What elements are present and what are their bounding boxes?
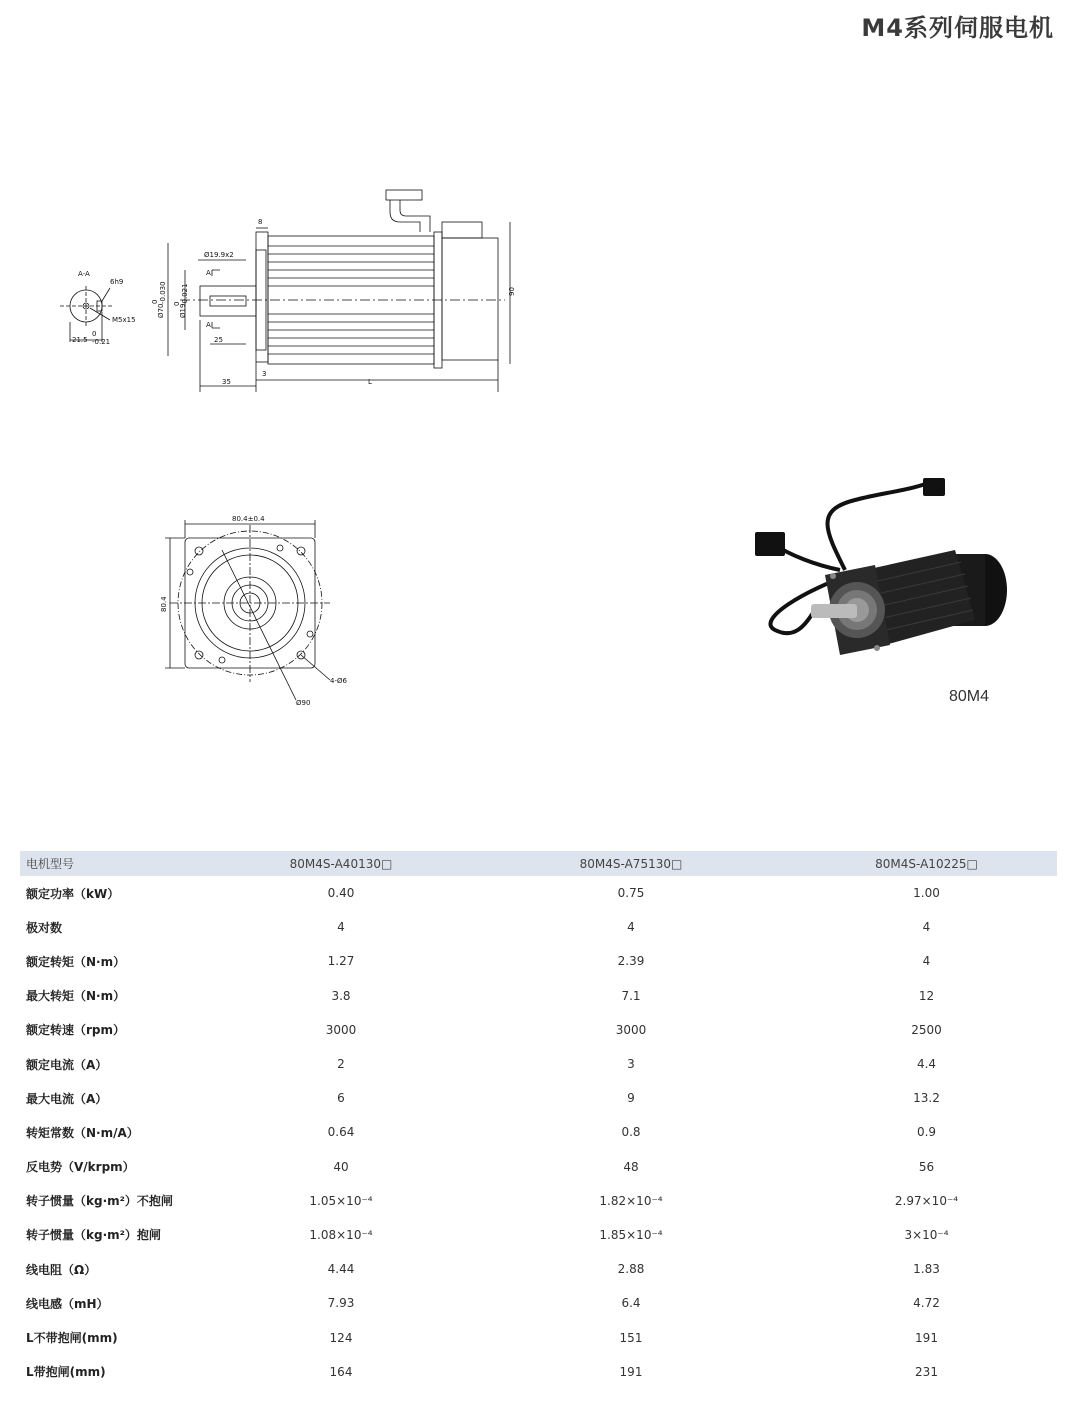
table-row: [20, 1013, 1057, 1047]
table-row: [20, 1320, 1057, 1354]
row-label: L带抱闸(mm): [26, 1365, 106, 1380]
cell: 1.82×10⁻⁴: [599, 1193, 663, 1208]
table-row: [20, 979, 1057, 1013]
row-label: 线电感（mH）: [26, 1296, 109, 1311]
cell: 1.85×10⁻⁴: [599, 1227, 663, 1242]
section-mark-top: A: [206, 269, 211, 277]
cell: 7.1: [621, 988, 641, 1003]
section-mark-bottom: A: [206, 321, 211, 329]
spec-table: [20, 851, 1057, 1389]
cell: 48: [623, 1159, 639, 1174]
cell: 3: [627, 1057, 635, 1072]
table-row: [20, 876, 1057, 910]
table-row: [20, 1150, 1057, 1184]
flange-thickness-label: 3: [262, 370, 267, 378]
row-label: 最大转矩（N·m）: [26, 989, 126, 1004]
cell: 2500: [911, 1022, 942, 1037]
front-height-label: 80.4: [160, 596, 168, 612]
cell: 2.39: [617, 954, 645, 969]
cell: 3000: [615, 1022, 647, 1037]
row-label: 额定转矩（N·m）: [26, 954, 126, 969]
shaft-dia-label: Ø19: [179, 303, 187, 318]
table-row: [20, 1252, 1057, 1286]
key-length-label: 25: [214, 336, 223, 344]
cell: 151: [619, 1330, 643, 1345]
header-col-3: 80M4S-A10225□: [796, 851, 1057, 876]
section-label: A-A: [78, 270, 90, 278]
table-row: [20, 1355, 1057, 1389]
photo-caption: 80M4: [949, 688, 990, 705]
cell: 0.8: [621, 1125, 641, 1140]
row-label: 额定转速（rpm）: [26, 1023, 126, 1038]
table-row: [20, 1286, 1057, 1320]
cell: 0.64: [327, 1125, 355, 1140]
cell: 1.83: [913, 1262, 940, 1277]
header-col-2: 80M4S-A75130□: [466, 851, 796, 876]
table-row: [20, 1081, 1057, 1115]
cell: 231: [915, 1364, 938, 1379]
row-label: 额定电流（A）: [26, 1057, 108, 1072]
row-label: 转子惯量（kg·m²）不抱闸: [26, 1194, 173, 1209]
table-row: [20, 944, 1057, 978]
shaft-length-label: 35: [222, 378, 231, 386]
row-label: 线电阻（Ω）: [26, 1262, 97, 1277]
row-label: 转矩常数（N·m/A）: [26, 1125, 139, 1140]
holes-label: 4-Ø6: [330, 677, 347, 685]
height-label: 90: [508, 287, 516, 296]
cell: 3000: [325, 1022, 357, 1037]
cell: 191: [619, 1364, 643, 1379]
table-row: [20, 1184, 1057, 1218]
row-label: 额定功率（kW）: [26, 886, 120, 901]
row-label: 反电势（V/krpm）: [26, 1160, 135, 1175]
table-row: [20, 910, 1057, 944]
cell: 6: [337, 1091, 345, 1106]
cell: 4.44: [327, 1262, 355, 1277]
shaft-tol-top: 0: [173, 301, 181, 306]
pilot-dia-label: Ø70: [157, 303, 165, 318]
cell: 0.75: [617, 886, 645, 901]
cell: 2.97×10⁻⁴: [894, 1193, 959, 1208]
cell: 4: [922, 954, 931, 969]
motor-photo: [745, 470, 1015, 670]
shaft-tol-bottom: -0.021: [181, 283, 189, 306]
cell: 124: [329, 1330, 353, 1345]
cell: 2.88: [617, 1262, 645, 1277]
cell: 6.4: [621, 1296, 641, 1311]
cell: 4: [922, 920, 931, 935]
body-length-label: L: [368, 378, 372, 386]
cell: 191: [915, 1330, 938, 1345]
row-label: 极对数: [26, 920, 63, 935]
cell: 1.27: [327, 954, 355, 969]
key-depth-label: 21.5: [72, 336, 88, 344]
cell: 9: [627, 1091, 635, 1106]
key-depth-tol-top: 0: [92, 330, 97, 338]
cell: 0.9: [916, 1125, 937, 1140]
cell: 1.05×10⁻⁴: [309, 1193, 373, 1208]
cell: 4: [337, 920, 345, 935]
cell: 2: [337, 1057, 345, 1072]
cell: 1.08×10⁻⁴: [309, 1227, 373, 1242]
header-model: 电机型号: [20, 851, 216, 876]
table-row: [20, 1218, 1057, 1252]
cell: 4: [627, 920, 635, 935]
table-row: [20, 1115, 1057, 1149]
page-title: M4系列伺服电机: [861, 14, 1054, 42]
cell: 4.4: [916, 1057, 937, 1072]
table-row: [20, 1047, 1057, 1081]
cell: 7.93: [327, 1296, 355, 1311]
row-label: L不带抱闸(mm): [26, 1331, 118, 1346]
cell: 3×10⁻⁴: [904, 1227, 949, 1242]
cell: 3.8: [331, 988, 351, 1003]
row-label: 最大电流（A）: [26, 1091, 108, 1106]
cell: 13.2: [913, 1091, 940, 1106]
key-width-label: 6h9: [110, 278, 124, 286]
row-label: 转子惯量（kg·m²）抱闸: [26, 1228, 161, 1243]
front-width-label: 80.4±0.4: [232, 515, 265, 523]
cell: 56: [918, 1159, 935, 1174]
table-header-row: [20, 851, 1057, 876]
cell: 1.00: [913, 886, 940, 901]
pilot-tol-bottom: -0.030: [159, 281, 167, 304]
header-col-1: 80M4S-A40130□: [216, 851, 466, 876]
top-flange-label: 8: [258, 218, 263, 226]
shaft-step-label: Ø19.9x2: [204, 251, 234, 259]
pilot-tol-top: 0: [151, 299, 159, 304]
cell: 40: [333, 1159, 349, 1174]
cell: 4.72: [913, 1296, 940, 1311]
key-depth-tol-bottom: -0.21: [92, 338, 111, 346]
cell: 0.40: [327, 886, 355, 901]
thread-label: M5x15: [112, 316, 136, 324]
cell: 12: [918, 988, 935, 1003]
cell: 164: [329, 1364, 353, 1379]
pcd-label: Ø90: [296, 699, 311, 707]
